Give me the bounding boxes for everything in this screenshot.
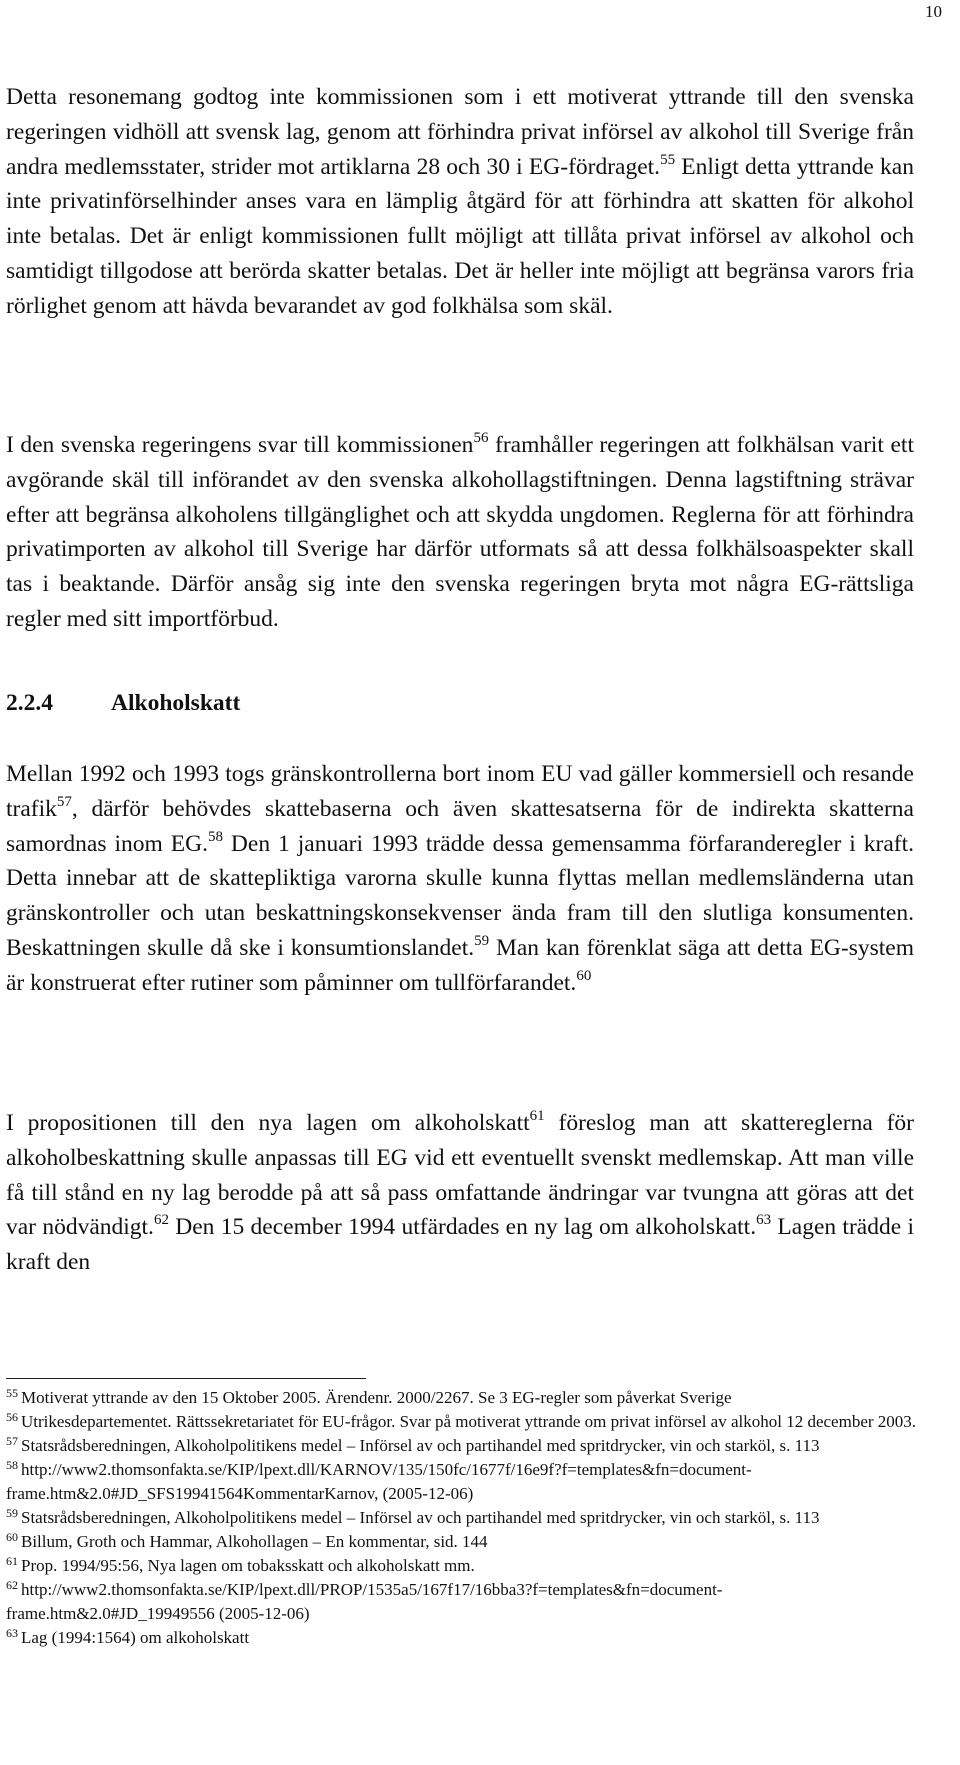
paragraph-text: föreslog man att skattereglerna för alkoholbeskattning skulle anpassas till EG vid ett eventuellt svenskt medlemskap. Att man ville få till stånd en ny lag berodde på att så pass omfattande ändringar var tvungna att göras att det var nödvändigt. <box>6 1110 914 1241</box>
footnote-text: Prop. 1994/95:56, Nya lagen om tobaksskatt och alkoholskatt mm. <box>21 1556 475 1575</box>
footnote-text: Motiverat yttrande av den 15 Oktober 2005. Ärendenr. 2000/2267. Se 3 EG-regler som påverkat Sverige <box>21 1388 732 1407</box>
footnote-number: 63 <box>6 1626 18 1640</box>
footnote-reference[interactable]: 56 <box>473 430 489 446</box>
paragraph-text: Mellan 1992 och 1993 togs gränskontrollerna bort inom EU vad gäller kommersiell och resande trafik <box>6 761 914 822</box>
paragraph-text: Lagen trädde i kraft den <box>6 1214 914 1276</box>
body-paragraph-3 <box>6 757 914 1001</box>
body-paragraph-4 <box>6 1106 914 1280</box>
footnote-number: 62 <box>6 1578 18 1592</box>
footnote-reference[interactable]: 58 <box>207 828 223 845</box>
paragraph-text: , därför behövdes skattebaserna och även skattesatserna för de indirekta skatterna samordnas inom EG. <box>6 795 914 857</box>
paragraph-text: I den svenska regeringens svar till kommissionen <box>6 432 474 458</box>
paragraph-text: Den 1 januari 1993 trädde dessa gemensamma förfaranderegler i kraft. Detta innebar att de skattepliktiga varorna skulle kunna flyttas mellan medlemsländerna utan gränskontroller och utan beskattningskonsekvenser ända fram till den slutliga konsumenten. Beskattningen skulle då ske i konsumtionslandet. <box>6 830 914 961</box>
footnote <box>6 1386 926 1410</box>
footnote-number: 61 <box>6 1554 18 1568</box>
body-paragraph-2 <box>6 428 914 637</box>
section-title: Alkoholskatt <box>111 690 241 716</box>
footnote-text: Statsrådsberedningen, Alkoholpolitikens medel – Införsel av och partihandel med spritdrycker, vin och starköl, s. 113 <box>21 1508 820 1527</box>
paragraph-text: Den 15 december 1994 utfärdades en ny lag om alkoholskatt. <box>168 1214 757 1241</box>
footnote <box>6 1554 926 1578</box>
footnote <box>6 1410 926 1434</box>
page-number: 10 <box>925 2 942 21</box>
footnote-link[interactable]: http://www2.thomsonfakta.se/KIP/lpext.dll/PROP/1535a5/167f17/16bba3?f=templates&fn=document-frame.htm&2.0#JD_19949556 (2005-12-06) <box>6 1580 723 1623</box>
footnote-number: 59 <box>6 1506 18 1520</box>
section-number: 2.2.4 <box>6 690 53 716</box>
footnote-separator <box>6 1378 366 1379</box>
footnote-number: 58 <box>6 1458 18 1472</box>
footnote-reference[interactable]: 62 <box>153 1212 169 1229</box>
footnote-number: 57 <box>6 1434 18 1448</box>
footnote <box>6 1506 926 1530</box>
footnote-text: Lag (1994:1564) om alkoholskatt <box>21 1628 250 1647</box>
footnote <box>6 1458 926 1506</box>
paragraph-text: framhåller regeringen att folkhälsan varit ett avgörande skäl till införandet av den svenska alkohollagstiftningen. Denna lagstiftning strävar efter att begränsa alkoholens tillgänglighet och att skydda ungdomen. Reglerna för att förhindra privatimporten av alkohol till Sverige har därför utformats så att dessa folkhälsoaspekter skall tas i beaktande. Därför ansåg sig inte den svenska regeringen bryta mot några EG-rättsliga regler med sitt importförbud. <box>6 432 914 632</box>
footnote-text: Billum, Groth och Hammar, Alkohollagen – En kommentar, sid. 144 <box>21 1532 488 1551</box>
footnote <box>6 1578 926 1626</box>
footnote-reference[interactable]: 61 <box>529 1108 545 1124</box>
footnote <box>6 1530 926 1554</box>
footnote <box>6 1626 926 1650</box>
footnote-reference[interactable]: 57 <box>56 793 72 810</box>
footnote-reference[interactable]: 60 <box>576 967 592 984</box>
footnote-text: Statsrådsberedningen, Alkoholpolitikens medel – Införsel av och partihandel med spritdrycker, vin och starköl, s. 113 <box>21 1436 820 1455</box>
footnote-reference[interactable]: 55 <box>660 151 676 168</box>
footnote-text: Utrikesdepartementet. Rättssekretariatet för EU-frågor. Svar på motiverat yttrande om privat införsel av alkohol 12 december 2003. <box>21 1412 917 1431</box>
paragraph-text: Enligt detta yttrande kan inte privatinförselhinder anses vara en lämplig åtgärd för att förhindra att skatten för alkohol inte betalas. Det är enligt kommissionen fullt möjligt att tillåta privat införsel av alkohol och samtidigt tillgodose att berörda skatter betalas. Det är heller inte möjligt att begränsa varors fria rörlighet genom att hävda bevarandet av god folkhälsa som skäl. <box>6 153 914 319</box>
footnote-number: 55 <box>6 1386 18 1400</box>
paragraph-text: Man kan förenklat säga att detta EG-system är konstruerat efter rutiner som påminner om tullförfarandet. <box>6 934 915 996</box>
footnote-reference[interactable]: 59 <box>474 932 490 949</box>
paragraph-text: I propositionen till den nya lagen om alkoholskatt <box>6 1110 530 1136</box>
footnotes-list <box>6 1386 926 1650</box>
footnote-reference[interactable]: 63 <box>756 1212 772 1229</box>
footnote-number: 56 <box>6 1410 18 1424</box>
footnote-number: 60 <box>6 1530 18 1544</box>
paragraph-text: Detta resonemang godtog inte kommissionen som i ett motiverat yttrande till den svenska regeringen vidhöll att svensk lag, genom att förhindra privat införsel av alkohol till Sverige från andra medlemsstater, strider mot artiklarna 28 och 30 i EG-fördraget. <box>6 84 914 180</box>
footnote <box>6 1434 926 1458</box>
body-paragraph-1 <box>6 80 914 324</box>
section-heading <box>6 690 240 717</box>
footnote-link[interactable]: http://www2.thomsonfakta.se/KIP/lpext.dll/KARNOV/135/150fc/1677f/16e9f?f=templates&fn=document-frame.htm&2.0#JD_SFS19941564KommentarKarnov, (2005-12-06) <box>6 1460 752 1503</box>
